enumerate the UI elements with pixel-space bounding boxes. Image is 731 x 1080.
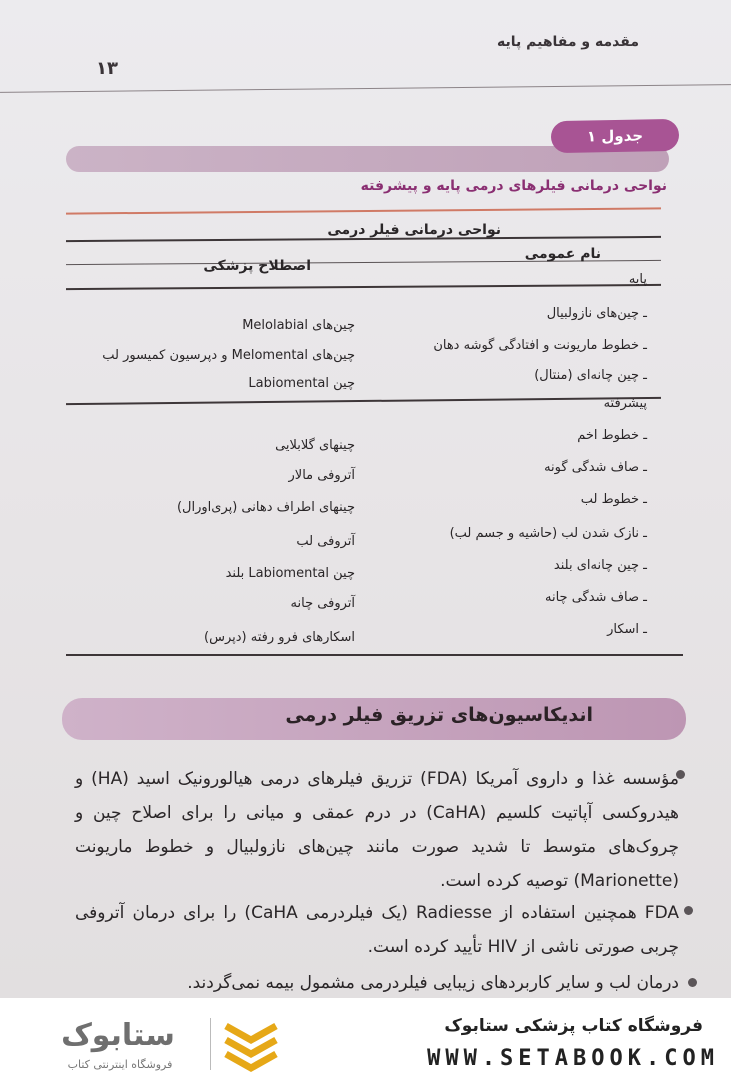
- adv-medical-6: آتروفی چانه: [290, 596, 355, 611]
- bullet-dot: [684, 906, 693, 915]
- adv-common-4: ـ نازک شدن لب (حاشیه و جسم لب): [449, 526, 647, 541]
- adv-common-5: ـ چین چانه‌ای بلند: [553, 558, 647, 573]
- adv-common-7: ـ اسکار: [607, 622, 647, 637]
- col-medical-header: اصطلاح پزشکی: [203, 258, 311, 274]
- logo-word: ستابوک: [61, 1018, 175, 1053]
- running-title: مقدمه و مفاهیم پایه: [497, 34, 639, 50]
- store-logo: [38, 1014, 288, 1076]
- table-label: جدول ۱: [551, 119, 680, 153]
- adv-medical-5: چین Labiomental بلند: [225, 566, 355, 581]
- section-advanced: پیشرفته: [603, 396, 647, 411]
- section-divider-rule: [66, 397, 661, 405]
- indications-title: اندیکاسیون‌های تزریق فیلر درمی: [285, 704, 593, 726]
- adv-medical-7: اسکارهای فرو رفته (دپرس): [204, 630, 355, 645]
- adv-common-3: ـ خطوط لب: [580, 492, 647, 507]
- adv-common-6: ـ صاف شدگی چانه: [544, 590, 647, 605]
- bullet-1-line-1: مؤسسه غذا و داروی آمریکا (FDA) تزریق فیلرهای درمی هیالورونیک اسید (HA) و: [75, 769, 679, 789]
- basic-common-4: ـ چین چانه‌ای (منتال): [534, 368, 647, 383]
- store-name: فروشگاه کتاب پزشکی ستابوک: [444, 1016, 703, 1036]
- adv-medical-2: آتروفی مالار: [288, 468, 355, 483]
- bullet-dot: [688, 978, 697, 987]
- bullet-1-line-4: (Marionette) توصیه کرده است.: [440, 871, 679, 891]
- basic-common-1: ـ چین‌های نازولبیال: [546, 306, 647, 321]
- group-header: نواحی درمانی فیلر درمی: [327, 222, 501, 238]
- store-url[interactable]: WWW.SETABOOK.COM: [427, 1046, 719, 1071]
- bullet-2-line-2: چربی صورتی ناشی از HIV تأیید کرده است.: [367, 937, 679, 957]
- adv-medical-1: چینهای گلابلایی: [275, 438, 355, 453]
- adv-medical-4: آتروفی لب: [296, 534, 355, 549]
- basic-medical-4: چین Labiomental: [248, 376, 355, 391]
- bullet-1-line-3: چروک‌های متوسط تا شدید صورت مانند چین‌های نازولبیال و خطوط ماریونت: [75, 837, 679, 857]
- bullet-3-line-1: درمان لب و سایر کاربردهای زیبایی فیلردرمی مشمول بیمه نمی‌گردند.: [187, 973, 679, 993]
- bullet-3: [75, 966, 679, 998]
- adv-common-2: ـ صاف شدگی گونه: [544, 460, 647, 475]
- header-rule: [0, 84, 731, 93]
- basic-medical-2: چین‌های Melolabial: [242, 318, 355, 333]
- table-caption: نواحی درمانی فیلرهای درمی پایه و پیشرفته: [360, 178, 667, 194]
- header-bottom-rule: [66, 284, 661, 290]
- bullet-1: [75, 762, 679, 898]
- logo-tagline: فروشگاه اینترنتی کتاب: [67, 1058, 173, 1071]
- adv-medical-3: چینهای اطراف دهانی (پری‌اورال): [176, 500, 355, 515]
- basic-common-3: ـ خطوط ماریونت و افتادگی گوشه دهان: [433, 338, 647, 353]
- bullet-2: [75, 896, 679, 964]
- caption-rule: [66, 207, 661, 214]
- table-bottom-rule: [66, 654, 683, 656]
- adv-common-1: ـ خطوط اخم: [577, 428, 647, 443]
- col-common-header: نام عمومی: [524, 246, 601, 262]
- logo-divider: [210, 1018, 211, 1070]
- basic-medical-3: چین‌های Melomental و دپرسیون کمیسور لب: [102, 348, 355, 363]
- bullet-1-line-2: هیدروکسی آپاتیت کلسیم (CaHA) در درم عمقی و میانی را برای اصلاح چین و: [75, 803, 679, 823]
- chevron-logo-icon: [220, 1016, 282, 1074]
- page-number: ۱۳: [96, 58, 118, 79]
- section-basic: پایه: [628, 272, 647, 287]
- bullet-2-line-1: FDA همچنین استفاده از Radiesse (یک فیلردرمی CaHA) را برای درمان آتروفی: [75, 903, 679, 923]
